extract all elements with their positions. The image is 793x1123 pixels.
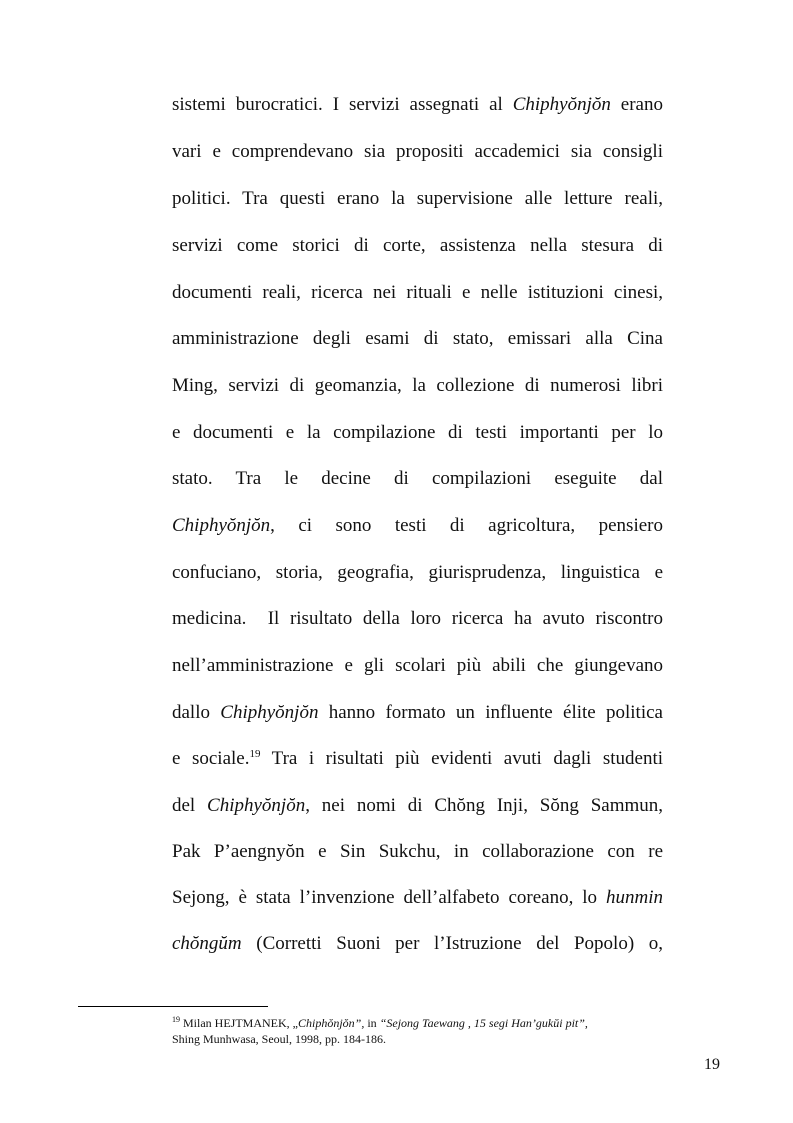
text-run: servizi come storici di corte, assistenza nella stesura di [172, 235, 663, 256]
body-line-16 [172, 794, 663, 818]
footnote-reference[interactable]: 19 [249, 748, 261, 760]
body-line-10 [172, 514, 663, 538]
text-run: sistemi burocratici. I servizi assegnati al [172, 94, 513, 115]
text-run: Sejong, è stata l’invenzione dell’alfabeto coreano, lo [172, 887, 606, 908]
text-run: hanno formato un influente élite politica [318, 702, 663, 723]
body-line-3 [172, 187, 663, 211]
text-run: , nei nomi di Chŏng Inji, Sŏng Sammun, [305, 795, 663, 816]
body-line-9 [172, 467, 663, 491]
footnote-separator [78, 1006, 268, 1007]
footnote-text: Milan HEJTMANEK, „ [180, 1016, 298, 1030]
text-run: nell’amministrazione e gli scolari più abili che giungevano [172, 655, 663, 676]
italic-term: Chiphyŏnjŏn [512, 94, 611, 115]
text-run: stato. Tra le decine di compilazioni eseguite dal [172, 468, 663, 489]
page-number: 19 [704, 1056, 720, 1073]
body-line-1 [172, 93, 663, 117]
italic-term: chŏngŭm [172, 933, 242, 954]
body-line-13 [172, 654, 663, 678]
footnote-text: in [364, 1016, 380, 1030]
text-run: , ci sono testi di agricoltura, pensiero [270, 515, 663, 536]
body-line-6 [172, 327, 663, 351]
body-line-8 [172, 421, 663, 445]
text-run: erano [610, 94, 663, 115]
body-line-18 [172, 886, 663, 910]
body-line-5 [172, 281, 663, 305]
italic-term: Chiphyŏnjŏn [220, 702, 319, 723]
text-run: politici. Tra questi erano la supervisione alle letture reali, [172, 188, 663, 209]
text-run: vari e comprendevano sia propositi accademici sia consigli [172, 141, 663, 162]
text-run: documenti reali, ricerca nei rituali e nelle istituzioni cinesi, [172, 282, 663, 303]
italic-term: Chiphyŏnjŏn [207, 795, 306, 816]
text-run: Ming, servizi di geomanzia, la collezione di numerosi libri [172, 375, 663, 396]
italic-term: hunmin [606, 887, 663, 908]
text-run: medicina. Il risultato della loro ricerca ha avuto riscontro [172, 608, 663, 629]
body-line-12 [172, 607, 663, 631]
body-line-2 [172, 140, 663, 164]
italic-term: Chiphyŏnjŏn [172, 515, 271, 536]
footnote-text: Shing Munhwasa, Seoul, 1998, pp. 184-186. [172, 1032, 386, 1046]
text-run: Tra i risultati più evidenti avuti dagli studenti [260, 748, 663, 769]
text-run: dallo [172, 702, 221, 723]
text-run: Pak P’aengnyŏn e Sin Sukchu, in collaborazione con re [172, 841, 663, 862]
text-run: e documenti e la compilazione di testi importanti per lo [172, 422, 663, 443]
text-run: (Corretti Suoni per l’Istruzione del Popolo) o, [241, 933, 663, 954]
body-line-7 [172, 374, 663, 398]
footnote-article-title: Chiphŏnjŏn”, [297, 1016, 365, 1030]
body-line-11 [172, 561, 663, 585]
text-run: amministrazione degli esami di stato, emissari alla Cina [172, 328, 663, 349]
text-run: confuciano, storia, geografia, giurisprudenza, linguistica e [172, 562, 663, 583]
footnote-marker: 19 [172, 1015, 180, 1024]
body-line-17 [172, 840, 663, 864]
body-line-15 [172, 747, 663, 771]
body-line-4 [172, 234, 663, 258]
text-run: del [172, 795, 208, 816]
footnote-line-2 [172, 1031, 672, 1047]
footnote-book-title: “Sejong Taewang , 15 segi Han’gukŭi pit”, [379, 1016, 588, 1030]
footnote-line-1 [172, 1015, 672, 1031]
text-run: e sociale. [172, 748, 250, 769]
body-line-19 [172, 932, 663, 956]
body-line-14 [172, 701, 663, 725]
